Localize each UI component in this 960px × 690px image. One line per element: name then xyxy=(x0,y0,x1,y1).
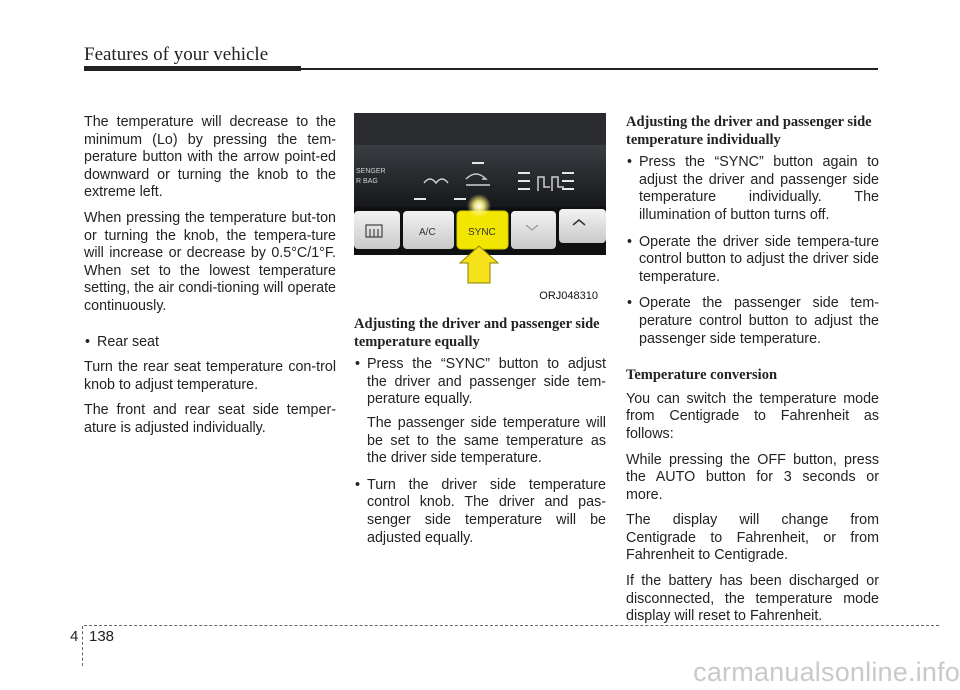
figure-caption: ORJ048310 xyxy=(539,290,598,302)
paragraph: If the battery has been discharged or disconnected, the temperature mode display will reset to Fahrenheit. xyxy=(626,573,879,625)
list-item xyxy=(626,295,879,348)
bullet-glyph: • xyxy=(627,295,633,312)
bullet-glyph: • xyxy=(355,476,361,493)
header-rule-thick xyxy=(84,66,301,71)
paragraph: You can switch the temperature mode from Centigrade to Fahrenheit as follows: xyxy=(626,390,879,442)
climate-panel-illustration xyxy=(354,113,606,307)
bullet-rear-seat xyxy=(84,334,336,352)
list-item-text: Operate the driver side tempera-ture control button to adjust the driver side temperature. xyxy=(639,233,879,285)
list-item-text: Operate the passenger side tem-perature control button to adjust the passenger side temperature. xyxy=(639,295,879,347)
bullet-glyph: • xyxy=(355,356,361,373)
paragraph: The front and rear seat side temper-ature is adjusted individually. xyxy=(84,402,336,436)
temp-down-button xyxy=(511,211,556,249)
section-heading: Temperature conversion xyxy=(626,367,778,384)
page-number-divider xyxy=(82,626,83,666)
watermark: carmanualsonline.info xyxy=(693,657,960,687)
header-rule-thin xyxy=(301,68,878,70)
paragraph: The temperature will decrease to the minimum (Lo) by pressing the tem-perature button with the arrow point-ed downward or turning the knob to the extreme left. xyxy=(84,114,336,201)
page-header-title: Features of your vehicle xyxy=(84,44,269,65)
list-item xyxy=(354,356,606,468)
ac-button-label: A/C xyxy=(419,227,436,238)
defrost-button xyxy=(354,211,400,249)
paragraph: When pressing the temperature but-ton or turning the knob, the tempera-ture will increase or decrease by 0.5°C/1°F. When set to the lowest temperature setting, the air condi-tioning will operate continuously. xyxy=(84,209,336,314)
temp-up-button xyxy=(559,209,606,243)
page-number: 138 xyxy=(89,628,115,645)
sync-glow xyxy=(467,194,491,218)
sync-button-label: SYNC xyxy=(468,227,496,238)
climate-control-figure xyxy=(354,113,606,307)
list-item-text: Press the “SYNC” button again to adjust the driver and passenger side temperature individually. The illumination of button turns off. xyxy=(639,154,879,223)
section-number: 4 xyxy=(70,628,79,645)
list-item xyxy=(354,477,606,547)
list-item-subtext: The passenger side temperature will be set to the same temperature as the driver side temperature. xyxy=(367,414,606,467)
paragraph: The display will change from Centigrade to Fahrenheit, or from Fahrenheit to Centigrade. xyxy=(626,512,879,564)
section-heading: Adjusting the driver and passenger side temperature equally xyxy=(354,316,600,350)
bullet-list xyxy=(354,356,606,547)
list-item xyxy=(626,154,879,224)
list-item-text: Press the “SYNC” button to adjust the driver and passenger side tem-perature equally. xyxy=(367,356,606,408)
column-2 xyxy=(354,316,606,556)
airbag-label-bottom: R BAG xyxy=(356,178,378,185)
bullet-glyph: • xyxy=(85,333,91,350)
paragraph: Turn the rear seat temperature con-trol knob to adjust temperature. xyxy=(84,359,336,393)
section-heading: Adjusting the driver and passenger side temperature individually xyxy=(626,114,872,148)
airbag-label-top: SENGER xyxy=(356,168,386,175)
list-item xyxy=(626,234,879,287)
bullet-text: Rear seat xyxy=(97,333,159,350)
column-3 xyxy=(626,114,879,634)
bullet-glyph: • xyxy=(627,154,633,171)
paragraph: While pressing the OFF button, press the AUTO button for 3 seconds or more. xyxy=(626,451,879,503)
footer-rule xyxy=(84,625,939,626)
bullet-list xyxy=(626,154,879,348)
list-item-text: Turn the driver side temperature control knob. The driver and pas-senger side temperature will be adjusted equally. xyxy=(367,476,606,546)
bullet-glyph: • xyxy=(627,233,633,250)
column-1 xyxy=(84,114,336,446)
